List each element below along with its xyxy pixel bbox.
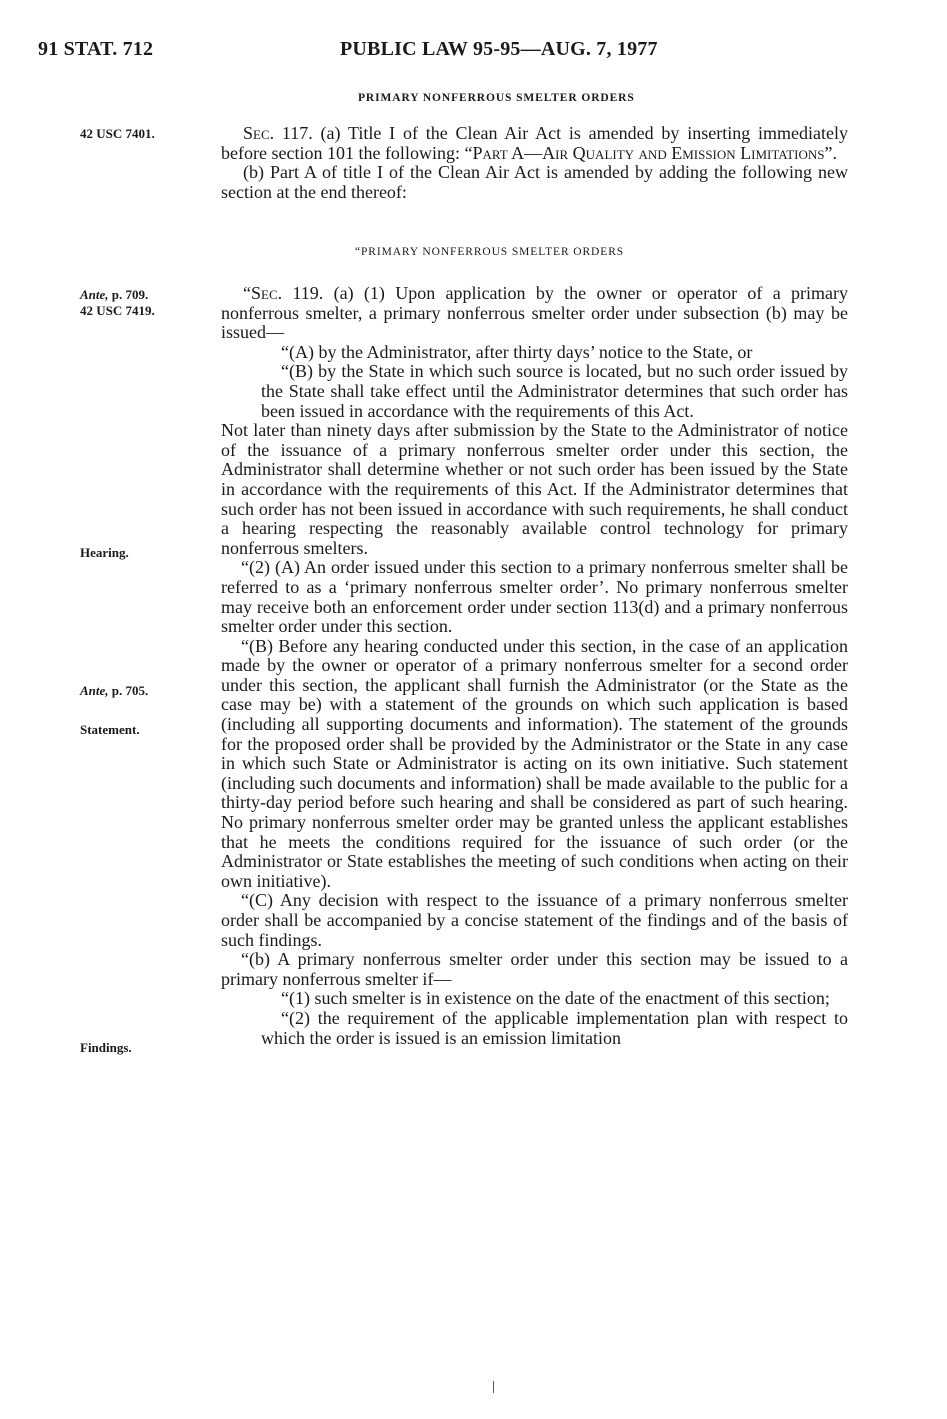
section-119-a-1-flush: Not later than ninety days after submission by the State to the Administrator of notice of the issuance of a primary nonferrous smelter order under this section, the Administrator shall determine whether or not such order has been issued by the State in accordance with the requirements of this Act. If the Administrator determines that such order has not been issued in accordance with such requirements, he shall conduct a hearing respecting the reasonably available control technology for primary nonferrous smelters. — [221, 420, 848, 558]
section-119-a-1: “Sec. 119. (a) (1) Upon application by the owner or operator of a primary nonferrous smelter, a primary nonferrous smelter order under subsection (b) may be issued— — [221, 283, 848, 343]
margin-note-statement: Statement. — [80, 722, 140, 737]
page-header — [0, 38, 947, 68]
section-117-b: (b) Part A of title I of the Clean Air Act is amended by adding the following new section at the end thereof: — [221, 162, 848, 202]
public-law-title: PUBLIC LAW 95-95—AUG. 7, 1977 — [340, 38, 658, 60]
margin-citation-usc-7419: 42 USC 7419. — [80, 303, 155, 318]
inserted-section-heading: “PRIMARY NONFERROUS SMELTER ORDERS — [355, 246, 625, 258]
section-119-a-1-B: “(B) by the State in which such source is located, but no such order issued by the State shall take effect until the Administrator determines that such order has been issued in accordance with the requirements of this Act. — [261, 361, 848, 421]
section-heading: PRIMARY NONFERROUS SMELTER ORDERS — [358, 92, 635, 104]
margin-citation-usc-7401: 42 USC 7401. — [80, 126, 155, 141]
margin-citation-ante-705: Ante, p. 705. — [80, 683, 149, 698]
statute-page-number: 91 STAT. 712 — [38, 38, 154, 60]
scan-mark — [493, 1381, 494, 1393]
section-119-a-1-A: “(A) by the Administrator, after thirty days’ notice to the State, or — [281, 341, 753, 362]
section-119-a-2-B: “(B) Before any hearing conducted under this section, in the case of an application made by the owner or operator of a primary nonferrous smelter for a second order under this section, the applicant shall furnish the Administrator (or the State as the case may be) with a statement of the grounds on which such application is based (including all supporting documents and information). The statement of the grounds for the proposed order shall be provided by the Administrator or the State in any case in which such State or Administrator is acting on its own initiative. Such statement (including such documents and information) shall be made available to the public for a thirty-day period before such hearing and shall be considered as part of such hearing. No primary nonferrous smelter order may be granted unless the applicant establishes that he meets the conditions required for the issuance of such order (or the Administrator or State establishes the meeting of such conditions when acting on their own initiative). — [221, 635, 848, 891]
section-119-block — [221, 284, 848, 1048]
section-119-a-2-A: “(2) (A) An order issued under this section to a primary nonferrous smelter shall be referred to as a ‘primary nonferrous smelter order’. No primary nonferrous smelter may receive both an enforcement order under section 113(d) and a primary nonferrous smelter order under this section. — [221, 557, 848, 637]
section-119-b-2: “(2) the requirement of the applicable implementation plan with respect to which the order is issued is an emission limitation — [261, 1007, 848, 1048]
section-117-a: Sec. 117. (a) Title I of the Clean Air Act is amended by inserting immediately before section 101 the following: “Part A—Air Quality and Emission Limitations”. — [221, 123, 848, 163]
margin-note-hearing: Hearing. — [80, 545, 129, 560]
margin-note-findings: Findings. — [80, 1040, 132, 1055]
section-119-b: “(b) A primary nonferrous smelter order under this section may be issued to a primary nonferrous smelter if— — [221, 949, 848, 989]
section-119-b-1: “(1) such smelter is in existence on the date of the enactment of this section; — [281, 988, 830, 1009]
margin-citation-ante-709: Ante, p. 709. — [80, 287, 149, 302]
section-117-block — [221, 124, 848, 202]
section-119-a-2-C: “(C) Any decision with respect to the issuance of a primary nonferrous smelter order shall be accompanied by a concise statement of the findings and of the basis of such findings. — [221, 890, 848, 950]
